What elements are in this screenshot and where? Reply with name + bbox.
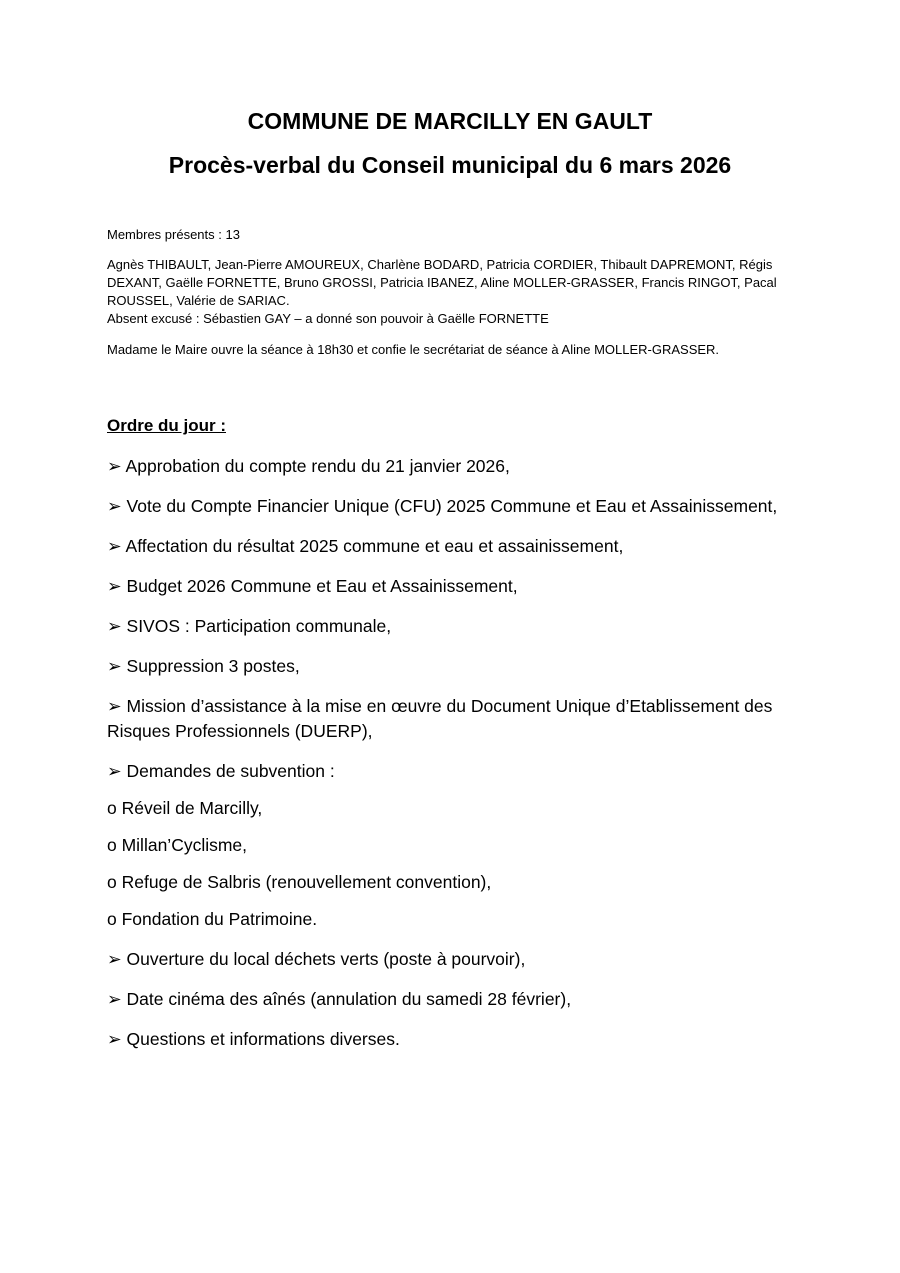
- agenda-item: ➢ Approbation du compte rendu du 21 janvier 2026,: [107, 456, 510, 476]
- attendance-block: [107, 256, 787, 328]
- agenda-subitem: o Réveil de Marcilly,: [107, 798, 263, 818]
- absent-note: Absent excusé : Sébastien GAY – a donné son pouvoir à Gaëlle FORNETTE: [107, 311, 549, 326]
- agenda-item: ➢ Affectation du résultat 2025 commune et eau et assainissement,: [107, 536, 624, 556]
- document-subtitle: Procès-verbal du Conseil municipal du 6 mars 2026: [168, 152, 732, 178]
- agenda-item: ➢ Ouverture du local déchets verts (poste à pourvoir),: [107, 949, 526, 969]
- agenda-subitem: o Refuge de Salbris (renouvellement convention),: [107, 872, 492, 892]
- agenda-item: ➢ Suppression 3 postes,: [107, 656, 300, 676]
- agenda-item: ➢ Questions et informations diverses.: [107, 1029, 400, 1049]
- agenda-item: ➢ Date cinéma des aînés (annulation du samedi 28 février),: [107, 989, 572, 1009]
- opening-statement: Madame le Maire ouvre la séance à 18h30 et confie le secrétariat de séance à Aline MOLLER-GRASSER.: [107, 342, 720, 357]
- agenda-list: [107, 454, 787, 1067]
- agenda-heading: Ordre du jour :: [107, 416, 226, 435]
- agenda-subitem: o Millan’Cyclisme,: [107, 835, 248, 855]
- document-title: COMMUNE DE MARCILLY EN GAULT: [247, 108, 653, 134]
- agenda-item: ➢ Mission d’assistance à la mise en œuvre du Document Unique d’Etablissement des Risques Professionnels (DUERP),: [107, 696, 773, 741]
- agenda-item: ➢ SIVOS : Participation communale,: [107, 616, 392, 636]
- agenda-item: ➢ Demandes de subvention :: [107, 761, 335, 781]
- agenda-item: ➢ Budget 2026 Commune et Eau et Assainissement,: [107, 576, 518, 596]
- agenda-item: ➢ Vote du Compte Financier Unique (CFU) 2025 Commune et Eau et Assainissement,: [107, 496, 778, 516]
- agenda-subitem: o Fondation du Patrimoine.: [107, 909, 318, 929]
- members-present: Membres présents : 13: [107, 227, 240, 242]
- present-names: Agnès THIBAULT, Jean-Pierre AMOUREUX, Charlène BODARD, Patricia CORDIER, Thibault DAPREMONT, Régis DEXANT, Gaëlle FORNETTE, Bruno GROSSI, Patricia IBANEZ, Aline MOLLER-GRASSER, Francis RINGOT, Pacal ROUSSEL, Valérie de SARIAC.: [107, 257, 777, 308]
